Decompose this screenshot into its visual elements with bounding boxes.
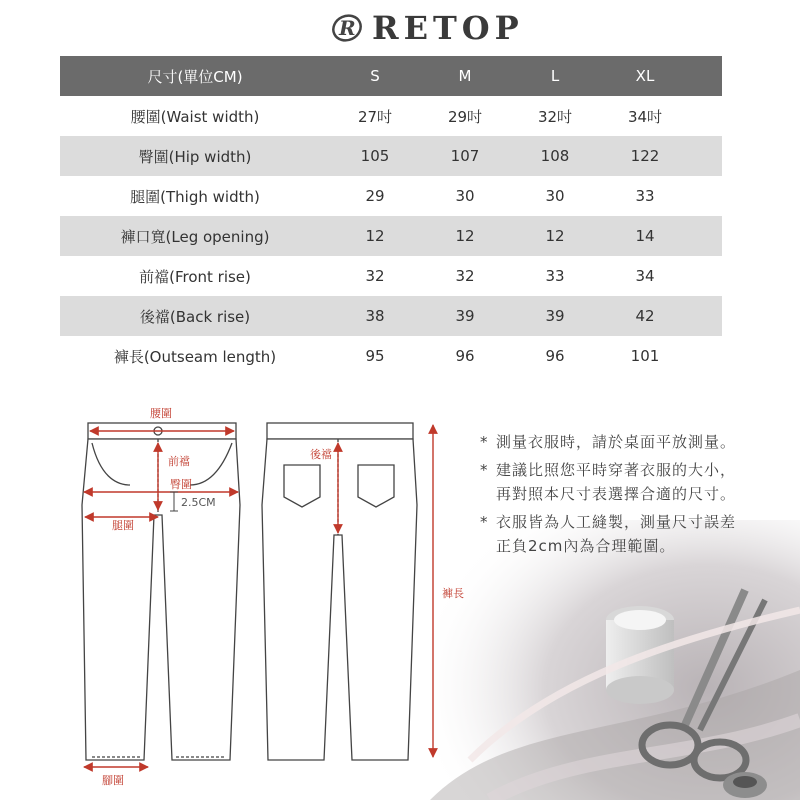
table-cell: 32	[365, 267, 385, 285]
table-cell: 34	[635, 267, 655, 285]
header-cell: XL	[600, 56, 690, 96]
table-cell: 107	[420, 136, 510, 176]
table-cell: 33	[635, 187, 655, 205]
table-row	[60, 216, 722, 256]
row-label: 後襠(Back rise)	[60, 296, 330, 336]
row-label: 褲口寬(Leg opening)	[60, 216, 330, 256]
table-cell: 33	[545, 267, 565, 285]
table-cell-spacer	[690, 136, 722, 176]
note-item	[480, 458, 790, 506]
table-row	[60, 336, 722, 376]
note-bullet: *	[480, 513, 489, 531]
table-cell: 12	[330, 216, 420, 256]
svg-text:R: R	[339, 16, 356, 40]
table-cell: 101	[630, 347, 660, 365]
row-label: 前襠(Front rise)	[139, 267, 251, 286]
table-cell: 96	[545, 347, 565, 365]
pants-back-view	[262, 423, 417, 760]
table-cell-spacer	[690, 96, 722, 136]
table-cell-spacer	[690, 216, 722, 256]
row-label: 腿圍(Thigh width)	[130, 187, 260, 206]
measurement-notes	[480, 430, 790, 562]
table-row	[60, 256, 722, 296]
offset-label: 2.5CM	[181, 496, 216, 509]
note-line: 建議比照您平時穿著衣服的大小，	[496, 461, 737, 479]
table-cell: 32吋	[537, 107, 573, 126]
table-cell-spacer	[690, 336, 722, 376]
table-cell: 42	[600, 296, 690, 336]
back-rise-label: 後襠	[310, 448, 332, 461]
waist-label: 腰圍	[150, 407, 172, 420]
row-label: 腰圍(Waist width)	[130, 107, 260, 126]
pants-drawing	[70, 395, 480, 800]
header-cell: M	[420, 56, 510, 96]
table-cell: 105	[330, 136, 420, 176]
header-cell: S	[330, 56, 420, 96]
retop-logo-icon	[330, 11, 364, 45]
table-cell: 29吋	[447, 107, 483, 126]
note-item	[480, 430, 790, 454]
note-line: 測量衣服時，請於桌面平放測量。	[496, 433, 737, 451]
table-cell: 108	[510, 136, 600, 176]
front-rise-label: 前襠	[168, 455, 190, 468]
note-line: 衣服皆為人工縫製，測量尺寸誤差	[496, 513, 737, 531]
table-cell-spacer	[690, 296, 722, 336]
note-item	[480, 510, 790, 558]
table-cell: 95	[365, 347, 385, 365]
note-line: 再對照本尺寸表選擇合適的尺寸。	[496, 485, 737, 503]
header-cell: 尺寸(單位CM)	[60, 56, 330, 96]
table-row	[60, 96, 722, 136]
table-cell: 30	[455, 187, 475, 205]
brand-logo	[330, 8, 524, 48]
leg-opening-label: 腳圍	[102, 774, 124, 787]
table-cell: 32	[455, 267, 475, 285]
table-cell: 12	[420, 216, 510, 256]
table-cell: 39	[510, 296, 600, 336]
pants-measurement-diagram	[70, 395, 480, 800]
thigh-label: 腿圍	[112, 519, 134, 532]
length-label: 褲長	[442, 587, 464, 600]
pants-front-view	[82, 423, 240, 760]
table-cell: 14	[600, 216, 690, 256]
note-bullet: *	[480, 433, 489, 451]
table-cell: 12	[510, 216, 600, 256]
table-header-row	[60, 56, 722, 96]
header-cell-spacer	[690, 56, 722, 96]
table-cell-spacer	[690, 256, 722, 296]
table-row	[60, 136, 722, 176]
table-cell: 27吋	[357, 107, 393, 126]
table-cell: 39	[420, 296, 510, 336]
table-cell: 34吋	[627, 107, 663, 126]
table-row	[60, 176, 722, 216]
table-cell: 122	[600, 136, 690, 176]
table-cell: 96	[455, 347, 475, 365]
table-cell-spacer	[690, 176, 722, 216]
header-cell: L	[510, 56, 600, 96]
bobbin-icon	[723, 772, 767, 798]
brand-name: RETOP	[372, 9, 524, 47]
sewing-tools-background	[430, 520, 800, 800]
row-label: 臀圍(Hip width)	[60, 136, 330, 176]
size-table	[60, 56, 722, 376]
table-row	[60, 296, 722, 336]
row-label: 褲長(Outseam length)	[113, 347, 277, 366]
note-line: 正負2cm內為合理範圍。	[496, 537, 676, 555]
table-cell: 30	[545, 187, 565, 205]
hip-label: 臀圍	[170, 478, 192, 491]
note-bullet: *	[480, 461, 489, 479]
table-cell: 38	[330, 296, 420, 336]
table-cell: 29	[365, 187, 385, 205]
